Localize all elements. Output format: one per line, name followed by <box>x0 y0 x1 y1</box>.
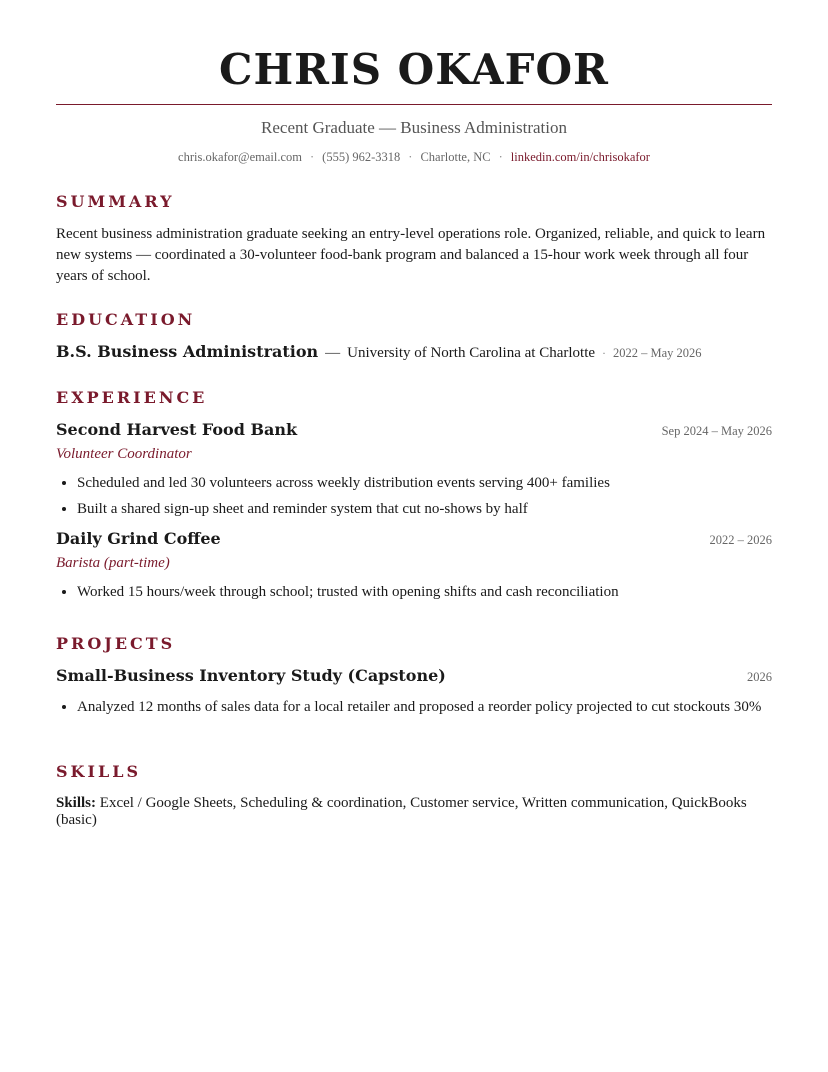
contact-separator: · <box>498 150 503 164</box>
project-bullets <box>56 697 772 718</box>
candidate-name: CHRIS OKAFOR <box>219 45 609 94</box>
contact-linkedin-link[interactable]: linkedin.com/in/chrisokafor <box>510 150 650 164</box>
summary-text: Recent business administration graduate seeking an entry-level operations role. Organized, reliable, and quick to learn new systems — coordinated a 30-volunteer food-bank program and balanced a 15-hour work week through all four years of school. <box>56 226 766 284</box>
job-entry <box>56 419 772 520</box>
education-dot: · <box>602 346 607 360</box>
summary-section <box>56 192 772 287</box>
job-bullet: • Built a shared sign-up sheet and reminder system that cut no-shows by half <box>77 499 772 520</box>
skills-label: Skills: <box>56 795 97 811</box>
job-organization: Second Harvest Food Bank <box>56 420 298 439</box>
education-section <box>56 310 772 364</box>
education-dates: 2022 – May 2026 <box>613 346 702 360</box>
section-title-summary: SUMMARY <box>56 192 175 211</box>
header-divider <box>56 104 772 105</box>
job-role: Barista (part-time) <box>56 555 170 571</box>
contact-phone[interactable]: (555) 962-3318 <box>322 150 401 164</box>
experience-section <box>56 388 772 608</box>
job-bullet: • Worked 15 hours/week through school; trusted with opening shifts and cash reconciliation <box>77 582 772 603</box>
skills-section <box>56 762 772 829</box>
job-role: Volunteer Coordinator <box>56 446 192 462</box>
education-school: University of North Carolina at Charlotte <box>347 345 596 361</box>
project-dates: 2026 <box>747 670 772 684</box>
section-title-skills: SKILLS <box>56 762 141 781</box>
project-bullet: • Analyzed 12 months of sales data for a local retailer and proposed a reorder policy projected to cut stockouts 30% <box>77 697 772 718</box>
project-header <box>56 665 772 688</box>
section-title-projects: PROJECTS <box>56 634 176 653</box>
skills-list: Excel / Google Sheets, Scheduling & coordination, Customer service, Written communication, QuickBooks (basic) <box>56 795 747 828</box>
contact-separator: · <box>408 150 413 164</box>
skills-text <box>56 795 772 829</box>
projects-section <box>56 634 772 723</box>
section-title-experience: EXPERIENCE <box>56 388 208 407</box>
contact-location: Charlotte, NC <box>420 150 491 164</box>
job-bullets <box>56 473 772 520</box>
contact-separator: · <box>309 150 315 164</box>
education-entry <box>56 341 772 364</box>
job-header <box>56 528 772 551</box>
candidate-tagline: Recent Graduate — Business Administration <box>261 118 567 137</box>
section-title-education: EDUCATION <box>56 310 196 329</box>
job-organization: Daily Grind Coffee <box>56 529 221 548</box>
education-degree: B.S. Business Administration <box>56 342 319 361</box>
job-header <box>56 419 772 442</box>
project-name: Small-Business Inventory Study (Capstone) <box>56 666 446 685</box>
project-entry <box>56 665 772 718</box>
education-dash: — <box>325 345 341 361</box>
job-entry <box>56 528 772 603</box>
job-dates: 2022 – 2026 <box>709 533 772 547</box>
contact-email[interactable]: chris.okafor@email.com <box>178 150 302 164</box>
contact-line <box>56 149 772 165</box>
job-dates: Sep 2024 – May 2026 <box>661 424 772 438</box>
job-bullets <box>56 582 772 603</box>
job-bullet: • Scheduled and led 30 volunteers across weekly distribution events serving 400+ families <box>77 473 772 494</box>
